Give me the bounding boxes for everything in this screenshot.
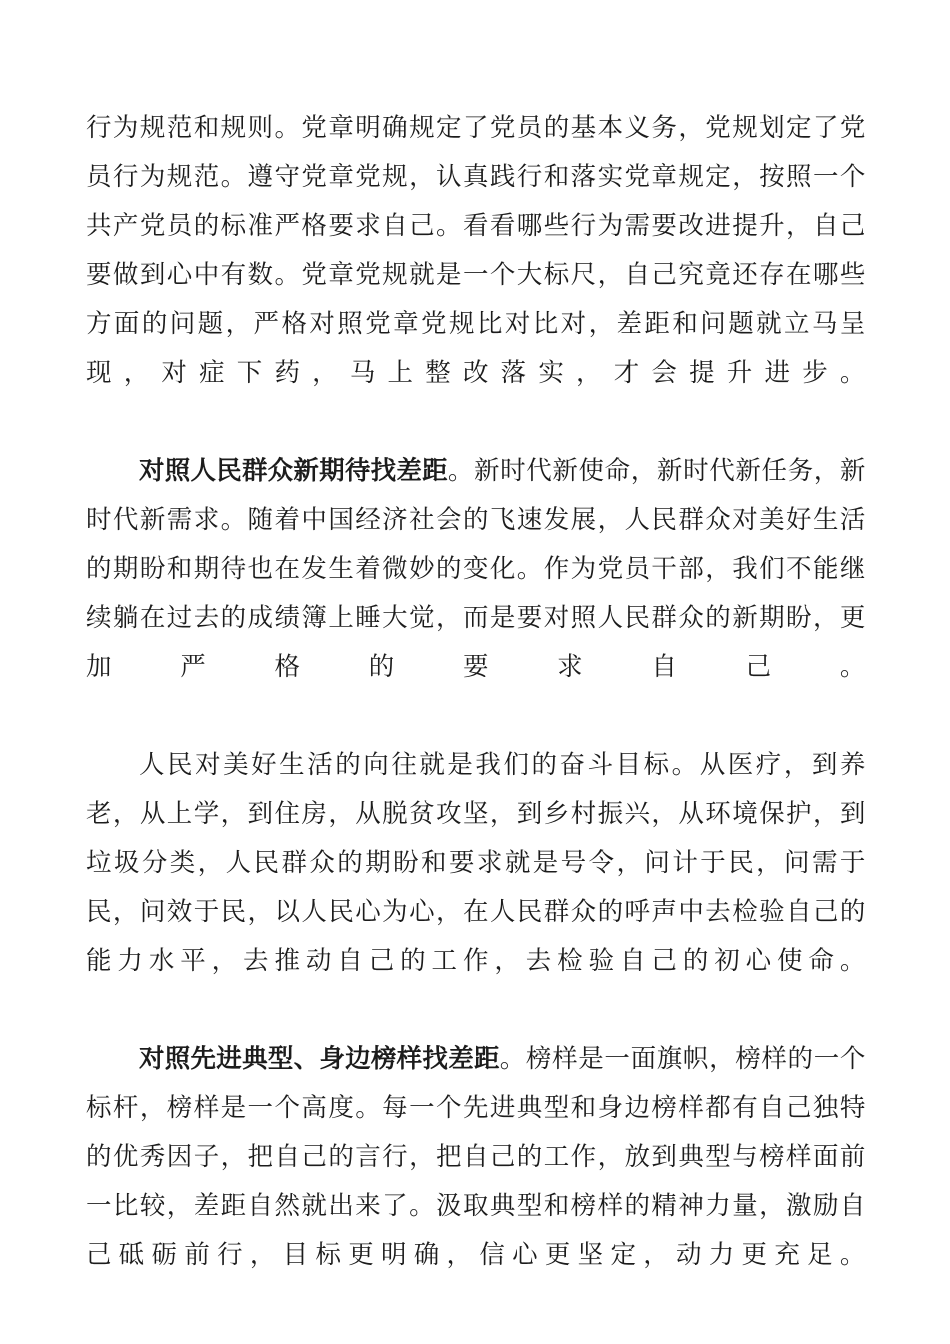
paragraph-lead-bold-4: 对照先进典型、身边榜样找差距 xyxy=(139,1044,500,1074)
paragraph-xianjin-dianxing xyxy=(86,1035,866,1329)
paragraph-dangzhang-dangui xyxy=(86,104,866,447)
paragraph-text-3: 人民对美好生活的向往就是我们的奋斗目标。从医疗，到养老，从上学，到住房，从脱贫攻坚，到乡村振兴，从环境保护，到垃圾分类，人民群众的期盼和要求就是号令，问计于民，问需于民，问效于民，以人民心为心，在人民群众的呼声中去检验自己的能力水平，去推动自己的工作，去检验自己的初心使命。 xyxy=(86,750,866,976)
paragraph-text-4: 。榜样是一面旗帜，榜样的一个标杆，榜样是一个高度。每一个先进典型和身边榜样都有自己独特的优秀因子，把自己的言行，把自己的工作，放到典型与榜样面前一比较，差距自然就出来了。汲取典型和榜样的精神力量，激励自己砥砺前行，目标更明确，信心更坚定，动力更充足。 xyxy=(86,1044,866,1270)
paragraph-lead-bold-2: 对照人民群众新期待找差距 xyxy=(139,456,448,486)
paragraph-text-1: 行为规范和规则。党章明确规定了党员的基本义务，党规划定了党员行为规范。遵守党章党规，认真践行和落实党章规定，按照一个共产党员的标准严格要求自己。看看哪些行为需要改进提升，自己要做到心中有数。党章党规就是一个大标尺，自己究竟还存在哪些方面的问题，严格对照党章党规比对比对，差距和问题就立马呈现，对症下药，马上整改落实，才会提升进步。 xyxy=(86,113,866,388)
document-text-body xyxy=(86,104,866,1329)
paragraph-renmin-qunzhong xyxy=(86,447,866,741)
paragraph-text-2: 。新时代新使命，新时代新任务，新时代新需求。随着中国经济社会的飞速发展，人民群众对美好生活的期盼和期待也在发生着微妙的变化。作为党员干部，我们不能继续躺在过去的成绩簿上睡大觉，而是要对照人民群众的新期盼，更加严格的要求自己。 xyxy=(86,456,866,682)
paragraph-meihao-shenghuo xyxy=(86,741,866,1035)
